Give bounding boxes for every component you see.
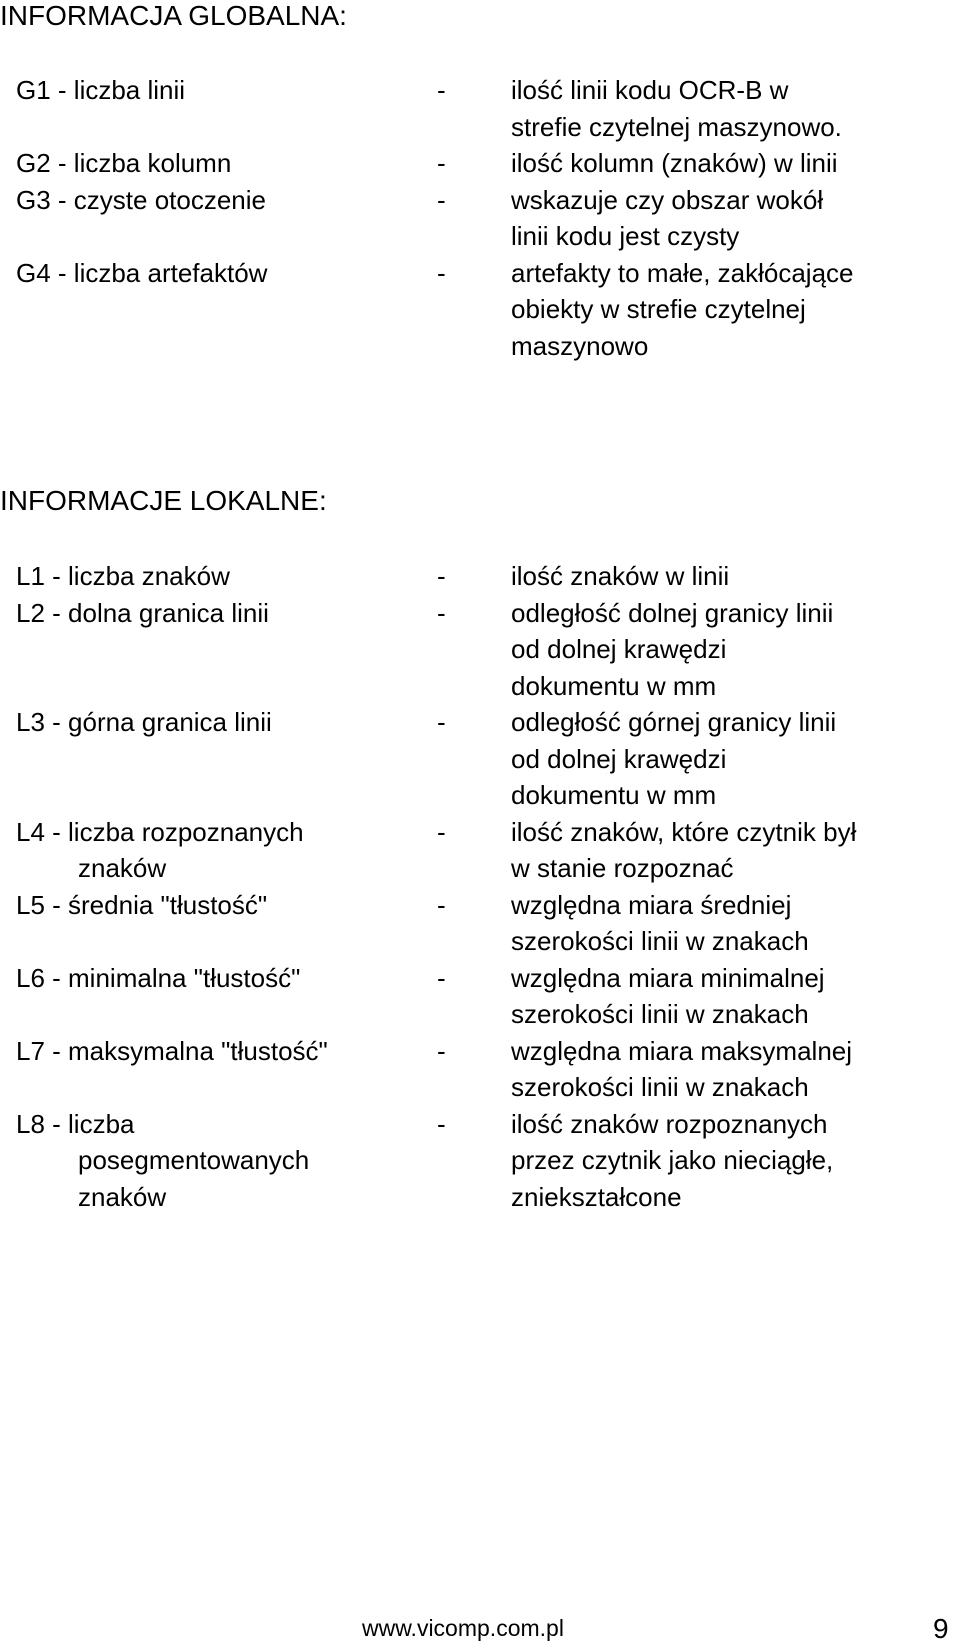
entry-dash: - [437,257,446,288]
entry-term: L4 - liczba rozpoznanych znaków [16,816,304,883]
entry-description: artefakty to małe, zakłócające obiekty w strefie czytelnej maszynowo [511,257,854,361]
entry-dash: - [437,148,446,178]
local-entry-l1 [0,558,960,595]
global-entry-g2 [0,145,960,182]
entry-description: ilość linii kodu OCR-B w strefie czytelnej maszynowo. [511,75,842,142]
local-entry-l8 [0,1106,960,1216]
global-entry-g1 [0,72,960,145]
entry-dash: - [437,962,446,993]
page-footer [0,1613,960,1647]
entry-description: względna miara średniej szerokości linii w znakach [511,889,809,956]
entry-dash: - [437,75,446,105]
entry-description: odległość dolnej granicy linii od dolnej krawędzi dokumentu w mm [511,597,834,701]
entry-description: ilość znaków w linii [511,561,730,591]
entry-term: L5 - średnia "tłustość" [16,889,268,920]
local-info-list [0,558,960,1215]
global-info-heading: INFORMACJA GLOBALNA: [0,0,347,31]
entry-description: wskazuje czy obszar wokół linii kodu jest czysty [511,184,824,251]
footer-website-link[interactable]: www.vicomp.com.pl [362,1615,564,1641]
global-entry-g4 [0,255,960,365]
entry-term: G4 - liczba artefaktów [16,257,268,288]
entry-dash: - [437,184,446,215]
global-info-list [0,72,960,364]
local-info-heading: INFORMACJE LOKALNE: [0,485,327,516]
entry-description: ilość znaków rozpoznanych przez czytnik jako nieciągłe, zniekształcone [511,1108,834,1212]
entry-term: G1 - liczba linii [16,75,186,105]
entry-term: G3 - czyste otoczenie [16,184,266,215]
local-entry-l3 [0,704,960,814]
local-entry-l6 [0,960,960,1033]
entry-description: odległość górnej granicy linii od dolnej krawędzi dokumentu w mm [511,707,837,810]
entry-dash: - [437,816,446,847]
entry-description: względna miara minimalnej szerokości linii w znakach [511,962,825,1029]
entry-dash: - [437,1035,446,1066]
page-number: 9 [933,1613,949,1644]
entry-term: L6 - minimalna "tłustość" [16,962,301,993]
local-entry-l5 [0,887,960,960]
entry-term: L3 - górna granica linii [16,707,272,737]
entry-term: G2 - liczba kolumn [16,148,232,178]
global-entry-g3 [0,182,960,255]
entry-term: L8 - liczba posegmentowanych znaków [16,1108,310,1212]
entry-dash: - [437,561,446,591]
entry-dash: - [437,597,446,628]
entry-dash: - [437,1108,446,1139]
entry-dash: - [437,707,446,737]
entry-term: L2 - dolna granica linii [16,597,269,628]
local-entry-l7 [0,1033,960,1106]
local-entry-l2 [0,595,960,705]
entry-term: L1 - liczba znaków [16,561,230,591]
entry-dash: - [437,889,446,920]
entry-description: ilość kolumn (znaków) w linii [511,148,838,178]
local-entry-l4 [0,814,960,887]
entry-description: ilość znaków, które czytnik był w stanie rozpoznać [511,816,857,883]
entry-term: L7 - maksymalna "tłustość" [16,1035,328,1066]
entry-description: względna miara maksymalnej szerokości linii w znakach [511,1035,853,1102]
